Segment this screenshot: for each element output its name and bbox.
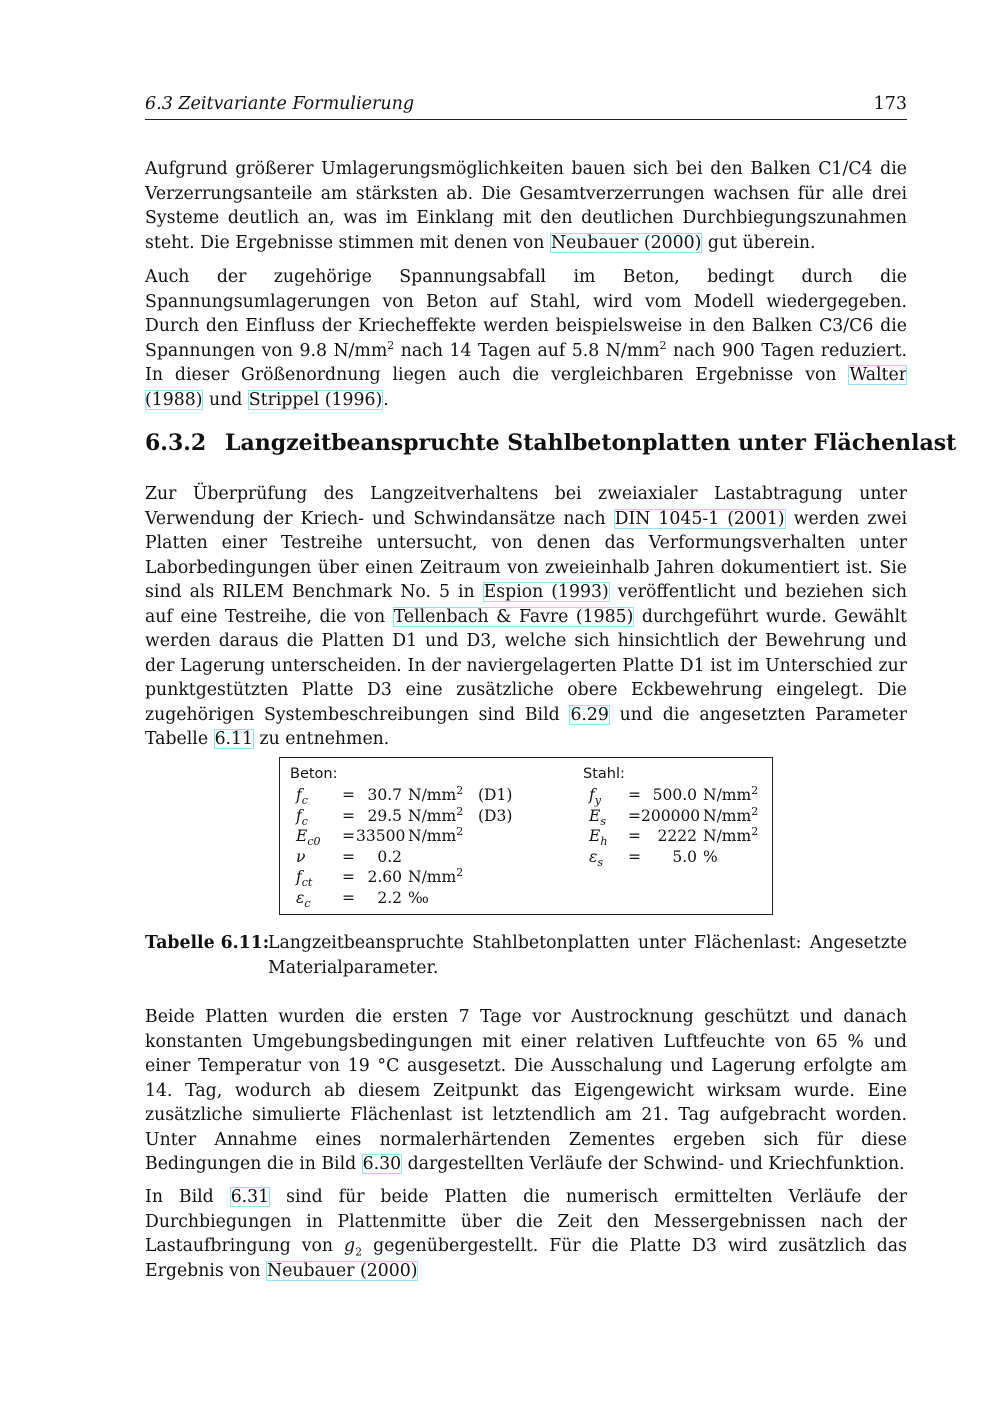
text: In Bild xyxy=(145,1187,230,1207)
stahl-row xyxy=(583,847,718,869)
unit-text: N/mm xyxy=(703,827,752,845)
text: gegenübergestellt. Für die Platte D3 wird zusätzlich das Ergebnis von xyxy=(145,1236,907,1281)
parameter-unit xyxy=(703,783,759,804)
material-parameter-table xyxy=(279,757,773,915)
text: zu entnehmen. xyxy=(254,729,390,749)
stahl-header: Stahl: xyxy=(583,766,625,782)
text: Aufgrund größerer Umlagerungsmöglichkeiten bauen sich bei den Balken C1/C4 die Verzerrungsanteile am stärksten ab. Die Gesamtverzerrungen wachsen für alle drei Systeme deutlich an, was im Einklang mit den deutlichen Durchbiegungszunahmen steht. Die Ergebnisse stimmen mit denen von xyxy=(145,159,907,253)
equals-sign: = xyxy=(342,888,355,907)
symbol-subscript: ct xyxy=(301,876,313,890)
equals-sign: = xyxy=(342,806,355,825)
citation-link-espion[interactable]: Espion (1993) xyxy=(483,582,609,602)
stahl-row xyxy=(583,804,759,828)
parameter-value: 30.7 xyxy=(367,786,402,804)
unit-superscript: 2 xyxy=(456,804,464,818)
text: werden zwei Platten einer Testreihe untersucht, von denen das Verformungsverhalten unter Laborbedingungen über einen Zeitraum von zweieinhalb Jahren dokumentiert ist. Sie sind als RILEM Benchmark No. 5 in xyxy=(145,508,907,602)
parameter-unit xyxy=(703,824,759,845)
parameter-symbol xyxy=(589,786,601,808)
figure-link-6-31[interactable]: 6.31 xyxy=(230,1187,270,1207)
parameter-unit xyxy=(408,783,464,804)
symbol: f xyxy=(296,786,302,804)
citation-link-din[interactable]: DIN 1045-1 (2001) xyxy=(614,508,785,529)
parameter-symbol xyxy=(589,847,603,869)
section-title: Langzeitbeanspruchte Stahlbetonplatten unter Flächenlast xyxy=(225,430,957,456)
citation-link-neubauer-2[interactable]: Neubauer (2000) xyxy=(267,1260,418,1281)
subscript: 2 xyxy=(355,1245,363,1259)
header-title: 6.3 Zeitvariante Formulierung xyxy=(145,94,415,114)
text: dargestellten Verläufe der Schwind- und Kriechfunktion. xyxy=(402,1154,905,1174)
parameter-symbol xyxy=(296,848,305,866)
parameter-unit xyxy=(408,889,429,907)
unit-superscript: 2 xyxy=(456,865,464,879)
equals-sign: = xyxy=(628,806,641,825)
beton-row xyxy=(290,865,464,890)
paragraph-2 xyxy=(145,265,907,412)
symbol-subscript: s xyxy=(597,855,603,869)
parameter-note: (D3) xyxy=(478,806,513,825)
parameter-value: 500.0 xyxy=(652,786,697,804)
symbol: ε xyxy=(296,888,305,907)
parameter-value: 33500 xyxy=(356,827,406,845)
beton-row xyxy=(290,783,513,808)
figure-link-6-29[interactable]: 6.29 xyxy=(570,704,609,725)
symbol: ε xyxy=(589,847,598,866)
parameter-unit xyxy=(703,804,759,825)
unit-superscript: 2 xyxy=(751,804,759,818)
text: Zur Überprüfung des Langzeitverhaltens bei zweiaxialer Lastabtragung unter Verwendung der Kriech- und Schwindansätze nach xyxy=(145,484,907,529)
symbol-subscript: c xyxy=(304,896,311,910)
symbol-subscript: c0 xyxy=(307,835,321,849)
citation-link-neubauer[interactable]: Neubauer (2000) xyxy=(550,232,702,253)
stahl-row xyxy=(583,824,759,849)
unit-text: ‰ xyxy=(408,888,429,907)
unit-superscript: 2 xyxy=(751,824,759,838)
superscript: 2 xyxy=(387,338,395,352)
parameter-value: 2.2 xyxy=(377,888,402,907)
beton-row xyxy=(290,804,513,828)
parameter-value: 5.0 xyxy=(672,847,697,866)
figure-link-6-30[interactable]: 6.30 xyxy=(362,1154,402,1174)
equals-sign: = xyxy=(342,847,355,866)
parameter-symbol xyxy=(589,827,608,849)
section-number: 6.3.2 xyxy=(145,430,207,456)
symbol-subscript: h xyxy=(600,835,608,849)
text: durchgeführt wurde. Gewählt werden daraus die Platten D1 und D3, welche sich hinsichtlich der Bewehrung und der Lagerung unterscheiden. In der naviergelagerten Platte D1 ist im Unterschied zur punktgestützten Platte D3 eine zusätzliche obere Eckbewehrung eingelegt. Die zugehörigen Systembeschreibungen sind Bild xyxy=(145,606,907,725)
unit-superscript: 2 xyxy=(751,783,759,797)
parameter-note: (D1) xyxy=(478,786,513,804)
running-header xyxy=(145,93,907,120)
symbol: E xyxy=(589,806,601,825)
math-variable: g xyxy=(344,1236,356,1256)
text: nach 900 Tagen reduziert. In dieser Größenordnung liegen auch die vergleichbaren Ergebnisse von xyxy=(145,340,907,385)
text: Auch der zugehörige Spannungsabfall im Beton, bedingt durch die Spannungsumlagerungen von Beton auf Stahl, wird vom Modell wiedergegeben. Durch den Einfluss der Kriecheffekte werden beispielsweise in den Balken C3/C6 die Spannungen von 9.8 N/mm xyxy=(145,267,907,361)
parameter-symbol xyxy=(296,868,313,890)
parameter-symbol xyxy=(589,806,606,828)
stahl-column xyxy=(583,766,759,869)
paragraph-3 xyxy=(145,482,907,752)
symbol: ν xyxy=(296,847,306,866)
symbol: E xyxy=(589,827,601,845)
table-link-6-11[interactable]: 6.11 xyxy=(214,729,254,749)
unit-text: N/mm xyxy=(408,786,457,804)
symbol: E xyxy=(296,827,308,845)
equals-sign: = xyxy=(342,827,355,845)
parameter-value: 29.5 xyxy=(367,806,402,825)
beton-row xyxy=(290,847,402,869)
symbol-subscript: s xyxy=(600,814,606,828)
text: nach 14 Tagen auf 5.8 N/mm xyxy=(394,340,660,361)
parameter-unit xyxy=(408,824,464,845)
text: . xyxy=(383,389,389,410)
page-number: 173 xyxy=(873,94,907,114)
parameter-unit xyxy=(408,865,464,886)
equals-sign: = xyxy=(342,786,355,804)
beton-header: Beton: xyxy=(290,766,338,782)
symbol-subscript: y xyxy=(594,794,601,808)
paragraph-4 xyxy=(145,1005,907,1177)
symbol: f xyxy=(296,806,302,825)
parameter-symbol xyxy=(296,786,308,808)
citation-link-tellenbach[interactable]: Tellenbach & Favre (1985) xyxy=(393,606,634,627)
equals-sign: = xyxy=(628,786,641,804)
unit-text: N/mm xyxy=(408,868,457,886)
text: Beide Platten wurden die ersten 7 Tage vor Austrocknung geschützt und danach konstanten Umgebungsbedingungen mit einer relativen Luftfeuchte von 65 % und einer Temperatur von 19 °C ausgesetzt. Die Ausschalung und Lagerung erfolgte am 14. Tag, wodurch ab diesem Zeitpunkt das Eigengewicht wirksam wurde. Eine zusätzliche simulierte Flächenlast ist letztendlich am 21. Tag aufgebracht worden. Unter Annahme eines normalerhärtenden Zementes ergeben sich für diese Bedingungen die in Bild xyxy=(145,1007,907,1174)
text: gut überein. xyxy=(702,232,816,253)
symbol: f xyxy=(296,868,302,886)
unit-superscript: 2 xyxy=(456,783,464,797)
equals-sign: = xyxy=(628,827,641,845)
parameter-value: 2.60 xyxy=(367,868,402,886)
equals-sign: = xyxy=(628,847,641,866)
unit-text: N/mm xyxy=(408,806,457,825)
text: und die angesetzten Parameter Tabelle xyxy=(145,704,907,749)
beton-row xyxy=(290,824,464,849)
equals-sign: = xyxy=(342,868,355,886)
unit-superscript: 2 xyxy=(456,824,464,838)
parameter-unit xyxy=(408,804,464,825)
paragraph-5 xyxy=(145,1185,907,1283)
text: und xyxy=(203,389,248,410)
parameter-value: 0.2 xyxy=(377,847,402,866)
section-heading xyxy=(145,430,957,456)
superscript: 2 xyxy=(659,338,667,352)
parameter-symbol xyxy=(296,827,321,849)
unit-text: % xyxy=(703,847,718,866)
unit-text: N/mm xyxy=(408,827,457,845)
symbol-subscript: c xyxy=(301,814,308,828)
parameter-symbol xyxy=(296,888,311,910)
text: sind für beide Platten die numerisch ermittelten Verläufe der Durchbiegungen in Plattenmitte über die Zeit den Messergebnissen nach der Lastaufbringung von xyxy=(145,1187,907,1256)
paragraph-1 xyxy=(145,157,907,255)
parameter-unit xyxy=(703,848,718,866)
parameter-value: 200000 xyxy=(641,806,701,825)
parameter-symbol xyxy=(296,806,308,828)
citation-link-walter[interactable]: Walter (1988) xyxy=(145,365,907,410)
symbol-subscript: c xyxy=(301,794,308,808)
parameter-value: 2222 xyxy=(657,827,697,845)
unit-text: N/mm xyxy=(703,786,752,804)
text: veröffentlicht und beziehen sich auf eine Testreihe, die von xyxy=(145,582,907,627)
stahl-row xyxy=(583,783,759,808)
caption-label: Tabelle 6.11: xyxy=(145,933,270,953)
beton-row xyxy=(290,888,429,910)
beton-column xyxy=(290,766,513,910)
citation-link-strippel[interactable]: Strippel (1996) xyxy=(248,389,383,410)
unit-text: N/mm xyxy=(703,806,752,825)
caption-text: Langzeitbeanspruchte Stahlbetonplatten unter Flächenlast: Angesetzte Materialparameter. xyxy=(268,933,907,978)
symbol: f xyxy=(589,786,595,804)
